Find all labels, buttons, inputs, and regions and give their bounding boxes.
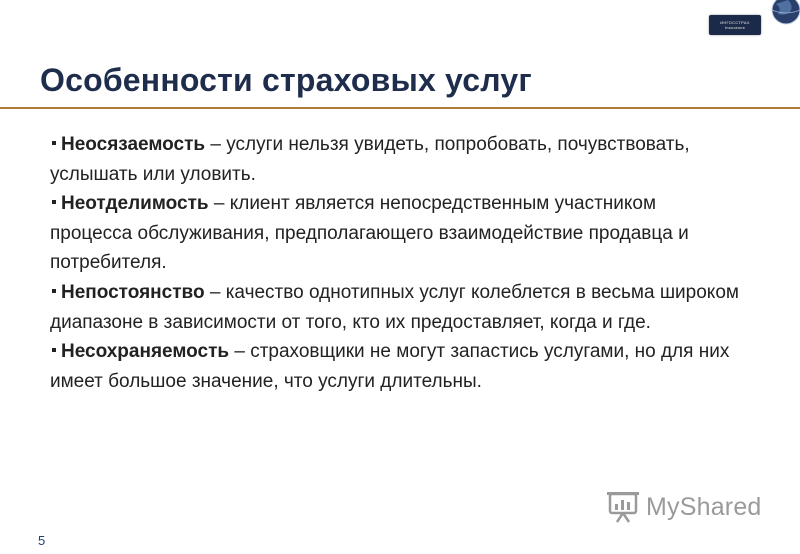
item-term: Неотделимость (61, 193, 209, 215)
company-logo (709, 15, 761, 35)
item-text: – услуги нельзя увидеть, попробовать, почувствовать, услышать или уловить. (50, 134, 690, 185)
myshared-watermark[interactable] (606, 490, 762, 524)
list-item (50, 337, 740, 396)
slide-title: Особенности страховых услуг (40, 62, 532, 98)
page-number: 5 (38, 533, 46, 548)
logo-line-2: Insurance (724, 25, 746, 30)
item-term: Неосязаемость (61, 134, 206, 155)
title-divider (0, 107, 800, 109)
watermark-text: MyShared (646, 492, 762, 521)
list-item (50, 189, 740, 278)
logo-line-1: ИНГОССТРАХ (720, 20, 750, 25)
square-bullet-icon (52, 200, 56, 204)
square-bullet-icon (52, 348, 56, 352)
item-text: – качество однотипных услуг колеблется в весьма широком диапазоне в зависимости от того, кто их предоставляет, когда и где. (50, 281, 739, 333)
globe-icon (764, 0, 800, 30)
list-item (50, 130, 740, 189)
square-bullet-icon (52, 141, 56, 145)
item-term: Непостоянство (61, 281, 205, 303)
presentation-board-icon (606, 491, 640, 523)
bullet-list (50, 130, 740, 396)
list-item (50, 278, 740, 337)
square-bullet-icon (52, 289, 56, 293)
item-text: – клиент является непосредственным участником процесса обслуживания, предполагающего взаимодействие продавца и потребителя. (50, 193, 689, 274)
item-term: Несохраняемость (61, 341, 230, 363)
item-text: – страховщики не могут запастись услугами, но для них имеет большое значение, что услуги длительны. (50, 341, 730, 392)
